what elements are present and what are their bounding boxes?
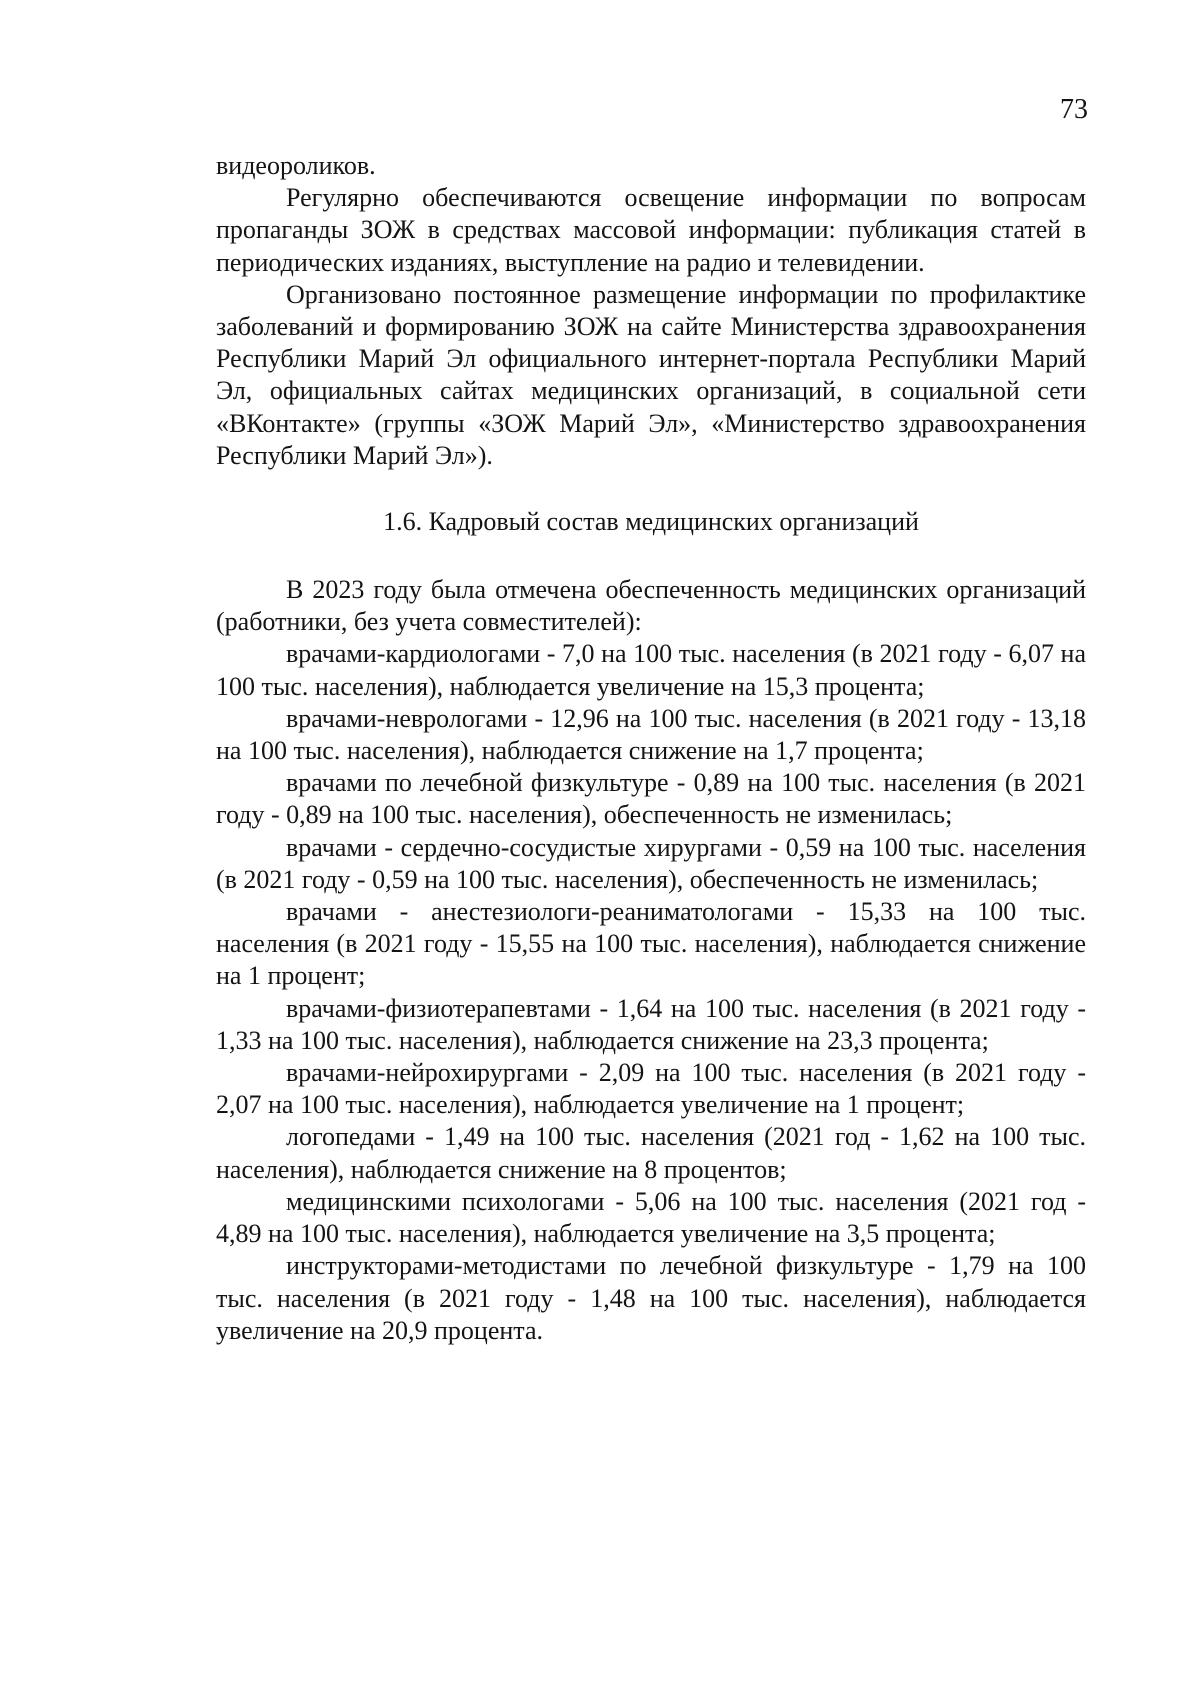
list-item-speech-therapists: логопедами - 1,49 на 100 тыс. населения (2021 год - 1,62 на 100 тыс. населения), наблюдается снижение на 8 процентов; — [216, 1122, 1086, 1184]
paragraph-media-coverage: Регулярно обеспечиваются освещение информации по вопросам пропаганды ЗОЖ в средствах массовой информации: публикация статей в периодических изданиях, выступление на радио и телевидении. — [216, 183, 1086, 277]
list-item-physiotherapists: врачами-физиотерапевтами - 1,64 на 100 тыс. населения (в 2021 году - 1,33 на 100 тыс. населения), наблюдается снижение на 23,3 процента; — [216, 993, 1086, 1055]
paragraph-staffing-intro: В 2023 году была отмечена обеспеченность медицинских организаций (работники, без учета совместителей): — [216, 575, 1086, 637]
paragraph-online-information: Организовано постоянное размещение информации по профилактике заболеваний и формированию ЗОЖ на сайте Министерства здравоохранения Республики Марий Эл официального интернет-портала Республики Марий Эл, официальных сайтах медицинских организаций, в социальной сети «ВКонтакте» (группы «ЗОЖ Марий Эл», «Министерство здравоохранения Республики Марий Эл»). — [216, 279, 1086, 470]
list-item-physical-therapy-doctors: врачами по лечебной физкультуре - 0,89 на 100 тыс. населения (в 2021 году - 0,89 на 100 тыс. населения), обеспеченность не изменилась; — [216, 768, 1086, 830]
list-item-cardiologists: врачами-кардиологами - 7,0 на 100 тыс. населения (в 2021 году - 6,07 на 100 тыс. населения), наблюдается увеличение на 15,3 процента; — [216, 639, 1086, 701]
page-number: 73 — [1060, 94, 1088, 125]
list-item-neurologists: врачами-неврологами - 12,96 на 100 тыс. населения (в 2021 году - 13,18 на 100 тыс. населения), наблюдается снижение на 1,7 процента; — [216, 703, 1086, 766]
section-heading: 1.6. Кадровый состав медицинских организаций — [383, 507, 919, 537]
list-item-exercise-instructors: инструкторами-методистами по лечебной физкультуре - 1,79 на 100 тыс. населения (в 2021 году - 1,48 на 100 тыс. населения), наблюдается увеличение на 20,9 процента. — [216, 1251, 1086, 1345]
list-item-cardiovascular-surgeons: врачами - сердечно-сосудистые хирургами - 0,59 на 100 тыс. населения (в 2021 году - 0,59 на 100 тыс. населения), обеспеченность не изменилась; — [216, 832, 1086, 894]
list-item-anesthesiologists: врачами - анестезиологи-реаниматологами - 15,33 на 100 тыс. населения (в 2021 году - 15,55 на 100 тыс. населения), наблюдается снижение на 1 процент; — [216, 897, 1086, 991]
document-body — [216, 150, 1086, 1347]
paragraph-continuation: видеороликов. — [216, 151, 376, 180]
spacer — [216, 538, 1086, 574]
list-item-medical-psychologists: медицинскими психологами - 5,06 на 100 тыс. населения (2021 год - 4,89 на 100 тыс. населения), наблюдается увеличение на 3,5 процента; — [216, 1186, 1086, 1249]
list-item-neurosurgeons: врачами-нейрохирургами - 2,09 на 100 тыс. населения (в 2021 году - 2,07 на 100 тыс. населения), наблюдается увеличение на 1 процент; — [216, 1058, 1086, 1120]
